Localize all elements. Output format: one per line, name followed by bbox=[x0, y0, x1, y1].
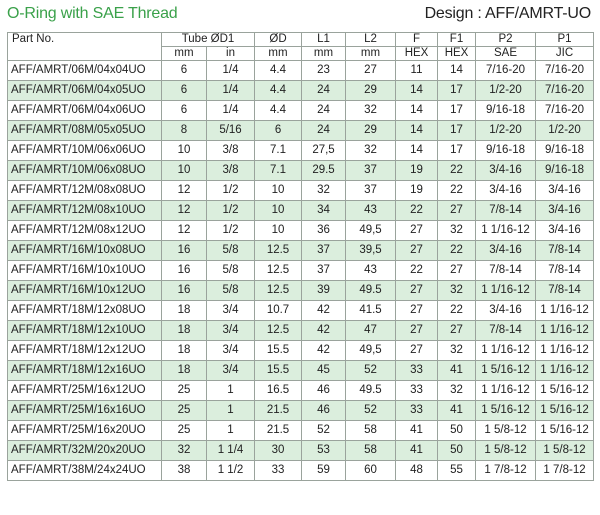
cell-l2: 27 bbox=[346, 61, 396, 81]
cell-f1-hex: 32 bbox=[438, 281, 476, 301]
cell-p2-sae: 1 5/16-12 bbox=[476, 361, 536, 381]
cell-tube-mm: 38 bbox=[162, 461, 207, 481]
cell-p1-jic: 3/4-16 bbox=[536, 201, 594, 221]
cell-od: 10.7 bbox=[255, 301, 302, 321]
cell-tube-in: 1/4 bbox=[207, 101, 255, 121]
cell-f-hex: 11 bbox=[396, 61, 438, 81]
header-p1-unit: JIC bbox=[536, 47, 594, 61]
cell-tube-mm: 18 bbox=[162, 301, 207, 321]
header-l2: L2 bbox=[346, 33, 396, 47]
cell-part-no: AFF/AMRT/16M/10x10UO bbox=[8, 261, 162, 281]
cell-l1: 32 bbox=[302, 181, 346, 201]
header-tube-mm: mm bbox=[162, 47, 207, 61]
cell-tube-in: 1/2 bbox=[207, 221, 255, 241]
cell-od: 21.5 bbox=[255, 421, 302, 441]
cell-l2: 29 bbox=[346, 121, 396, 141]
cell-p2-sae: 9/16-18 bbox=[476, 141, 536, 161]
cell-l1: 27,5 bbox=[302, 141, 346, 161]
cell-od: 10 bbox=[255, 181, 302, 201]
cell-part-no: AFF/AMRT/16M/10x08UO bbox=[8, 241, 162, 261]
cell-f-hex: 19 bbox=[396, 161, 438, 181]
cell-tube-mm: 12 bbox=[162, 201, 207, 221]
table-row bbox=[8, 441, 594, 461]
cell-f-hex: 27 bbox=[396, 321, 438, 341]
cell-tube-in: 3/4 bbox=[207, 341, 255, 361]
header-l1-unit: mm bbox=[302, 47, 346, 61]
cell-l1: 53 bbox=[302, 441, 346, 461]
cell-tube-in: 1/2 bbox=[207, 201, 255, 221]
cell-f-hex: 33 bbox=[396, 401, 438, 421]
cell-part-no: AFF/AMRT/16M/10x12UO bbox=[8, 281, 162, 301]
cell-od: 16.5 bbox=[255, 381, 302, 401]
cell-f1-hex: 41 bbox=[438, 401, 476, 421]
cell-f1-hex: 17 bbox=[438, 121, 476, 141]
cell-p1-jic: 9/16-18 bbox=[536, 161, 594, 181]
header-f1-unit: HEX bbox=[438, 47, 476, 61]
table-row bbox=[8, 461, 594, 481]
cell-tube-in: 5/16 bbox=[207, 121, 255, 141]
cell-part-no: AFF/AMRT/06M/04x05UO bbox=[8, 81, 162, 101]
cell-tube-in: 5/8 bbox=[207, 261, 255, 281]
cell-l1: 42 bbox=[302, 301, 346, 321]
cell-f1-hex: 27 bbox=[438, 321, 476, 341]
cell-l1: 37 bbox=[302, 261, 346, 281]
cell-tube-mm: 10 bbox=[162, 141, 207, 161]
spec-table bbox=[7, 32, 594, 481]
cell-l2: 58 bbox=[346, 441, 396, 461]
cell-part-no: AFF/AMRT/38M/24x24UO bbox=[8, 461, 162, 481]
header-l2-unit: mm bbox=[346, 47, 396, 61]
cell-l2: 37 bbox=[346, 161, 396, 181]
cell-l1: 39 bbox=[302, 281, 346, 301]
cell-tube-in: 1/2 bbox=[207, 181, 255, 201]
cell-l2: 43 bbox=[346, 201, 396, 221]
cell-p1-jic: 3/4-16 bbox=[536, 221, 594, 241]
cell-p2-sae: 1 5/16-12 bbox=[476, 401, 536, 421]
cell-l2: 52 bbox=[346, 361, 396, 381]
cell-p1-jic: 7/8-14 bbox=[536, 261, 594, 281]
cell-f1-hex: 17 bbox=[438, 81, 476, 101]
design-label: Design : AFF/AMRT-UO bbox=[424, 5, 591, 22]
cell-part-no: AFF/AMRT/12M/08x10UO bbox=[8, 201, 162, 221]
cell-f1-hex: 50 bbox=[438, 441, 476, 461]
header bbox=[0, 0, 600, 30]
cell-f-hex: 14 bbox=[396, 101, 438, 121]
cell-tube-mm: 8 bbox=[162, 121, 207, 141]
cell-p2-sae: 1 1/16-12 bbox=[476, 281, 536, 301]
cell-f-hex: 27 bbox=[396, 221, 438, 241]
cell-tube-mm: 16 bbox=[162, 281, 207, 301]
cell-p2-sae: 1 1/16-12 bbox=[476, 221, 536, 241]
cell-p1-jic: 9/16-18 bbox=[536, 141, 594, 161]
cell-l2: 58 bbox=[346, 421, 396, 441]
cell-f-hex: 19 bbox=[396, 181, 438, 201]
cell-tube-in: 1 1/4 bbox=[207, 441, 255, 461]
cell-l1: 37 bbox=[302, 241, 346, 261]
table-row bbox=[8, 101, 594, 121]
header-f1: F1 bbox=[438, 33, 476, 47]
cell-f-hex: 33 bbox=[396, 361, 438, 381]
cell-tube-mm: 18 bbox=[162, 321, 207, 341]
cell-p1-jic: 1/2-20 bbox=[536, 121, 594, 141]
cell-l1: 46 bbox=[302, 381, 346, 401]
cell-tube-mm: 12 bbox=[162, 221, 207, 241]
cell-tube-in: 3/8 bbox=[207, 161, 255, 181]
cell-f-hex: 14 bbox=[396, 81, 438, 101]
cell-p2-sae: 1 1/16-12 bbox=[476, 381, 536, 401]
cell-f1-hex: 27 bbox=[438, 201, 476, 221]
cell-tube-mm: 10 bbox=[162, 161, 207, 181]
cell-part-no: AFF/AMRT/10M/06x06UO bbox=[8, 141, 162, 161]
cell-l1: 29.5 bbox=[302, 161, 346, 181]
header-p2-unit: SAE bbox=[476, 47, 536, 61]
cell-tube-in: 3/4 bbox=[207, 321, 255, 341]
cell-p1-jic: 1 5/16-12 bbox=[536, 421, 594, 441]
cell-p2-sae: 3/4-16 bbox=[476, 301, 536, 321]
cell-f-hex: 27 bbox=[396, 301, 438, 321]
cell-l2: 60 bbox=[346, 461, 396, 481]
cell-od: 7.1 bbox=[255, 141, 302, 161]
cell-f-hex: 41 bbox=[396, 421, 438, 441]
cell-tube-in: 1 bbox=[207, 421, 255, 441]
cell-l2: 49.5 bbox=[346, 381, 396, 401]
cell-p2-sae: 1 5/8-12 bbox=[476, 421, 536, 441]
table-row bbox=[8, 201, 594, 221]
cell-f-hex: 33 bbox=[396, 381, 438, 401]
cell-tube-mm: 6 bbox=[162, 81, 207, 101]
cell-p2-sae: 9/16-18 bbox=[476, 101, 536, 121]
table-row bbox=[8, 361, 594, 381]
cell-tube-in: 1 bbox=[207, 401, 255, 421]
cell-tube-mm: 32 bbox=[162, 441, 207, 461]
cell-p1-jic: 1 1/16-12 bbox=[536, 321, 594, 341]
cell-tube-in: 1 1/2 bbox=[207, 461, 255, 481]
table-body bbox=[8, 61, 594, 481]
cell-l1: 23 bbox=[302, 61, 346, 81]
cell-f1-hex: 22 bbox=[438, 241, 476, 261]
cell-l1: 42 bbox=[302, 321, 346, 341]
cell-f1-hex: 41 bbox=[438, 361, 476, 381]
cell-od: 7.1 bbox=[255, 161, 302, 181]
cell-od: 12.5 bbox=[255, 321, 302, 341]
cell-l1: 52 bbox=[302, 421, 346, 441]
cell-l2: 39,5 bbox=[346, 241, 396, 261]
table-row bbox=[8, 421, 594, 441]
cell-od: 10 bbox=[255, 201, 302, 221]
cell-tube-in: 1 bbox=[207, 381, 255, 401]
cell-l1: 36 bbox=[302, 221, 346, 241]
cell-tube-mm: 6 bbox=[162, 61, 207, 81]
cell-p1-jic: 1 1/16-12 bbox=[536, 301, 594, 321]
cell-part-no: AFF/AMRT/25M/16x20UO bbox=[8, 421, 162, 441]
cell-p2-sae: 7/8-14 bbox=[476, 261, 536, 281]
cell-p2-sae: 1 5/8-12 bbox=[476, 441, 536, 461]
cell-part-no: AFF/AMRT/10M/06x08UO bbox=[8, 161, 162, 181]
cell-od: 30 bbox=[255, 441, 302, 461]
table-row bbox=[8, 181, 594, 201]
cell-l2: 52 bbox=[346, 401, 396, 421]
cell-tube-mm: 18 bbox=[162, 361, 207, 381]
cell-part-no: AFF/AMRT/12M/08x12UO bbox=[8, 221, 162, 241]
cell-part-no: AFF/AMRT/18M/12x08UO bbox=[8, 301, 162, 321]
cell-part-no: AFF/AMRT/18M/12x10UO bbox=[8, 321, 162, 341]
cell-p2-sae: 1/2-20 bbox=[476, 121, 536, 141]
cell-f1-hex: 32 bbox=[438, 381, 476, 401]
cell-part-no: AFF/AMRT/12M/08x08UO bbox=[8, 181, 162, 201]
header-tube: Tube ØD1 bbox=[162, 33, 255, 47]
cell-tube-mm: 6 bbox=[162, 101, 207, 121]
cell-p1-jic: 7/8-14 bbox=[536, 281, 594, 301]
cell-part-no: AFF/AMRT/06M/04x04UO bbox=[8, 61, 162, 81]
cell-f-hex: 48 bbox=[396, 461, 438, 481]
cell-l2: 32 bbox=[346, 141, 396, 161]
cell-l2: 37 bbox=[346, 181, 396, 201]
cell-part-no: AFF/AMRT/25M/16x12UO bbox=[8, 381, 162, 401]
header-od-unit: mm bbox=[255, 47, 302, 61]
cell-p1-jic: 7/16-20 bbox=[536, 81, 594, 101]
page-title: O-Ring with SAE Thread bbox=[7, 5, 178, 22]
header-p2: P2 bbox=[476, 33, 536, 47]
cell-p2-sae: 3/4-16 bbox=[476, 181, 536, 201]
cell-l2: 32 bbox=[346, 101, 396, 121]
cell-od: 15.5 bbox=[255, 341, 302, 361]
cell-f-hex: 27 bbox=[396, 281, 438, 301]
cell-p2-sae: 1 1/16-12 bbox=[476, 341, 536, 361]
table-row bbox=[8, 281, 594, 301]
table-row bbox=[8, 381, 594, 401]
cell-part-no: AFF/AMRT/18M/12x12UO bbox=[8, 341, 162, 361]
cell-l2: 49,5 bbox=[346, 221, 396, 241]
table-row bbox=[8, 141, 594, 161]
cell-f-hex: 27 bbox=[396, 341, 438, 361]
header-part-no: Part No. bbox=[8, 33, 162, 61]
cell-tube-in: 3/4 bbox=[207, 301, 255, 321]
cell-p1-jic: 7/8-14 bbox=[536, 241, 594, 261]
cell-part-no: AFF/AMRT/06M/04x06UO bbox=[8, 101, 162, 121]
cell-od: 4.4 bbox=[255, 61, 302, 81]
header-f: F bbox=[396, 33, 438, 47]
cell-l2: 29 bbox=[346, 81, 396, 101]
cell-p1-jic: 1 5/16-12 bbox=[536, 401, 594, 421]
cell-f1-hex: 27 bbox=[438, 261, 476, 281]
cell-od: 33 bbox=[255, 461, 302, 481]
cell-l1: 24 bbox=[302, 101, 346, 121]
cell-part-no: AFF/AMRT/18M/12x16UO bbox=[8, 361, 162, 381]
table-row bbox=[8, 261, 594, 281]
cell-tube-mm: 18 bbox=[162, 341, 207, 361]
cell-f-hex: 22 bbox=[396, 201, 438, 221]
cell-f-hex: 14 bbox=[396, 121, 438, 141]
cell-p1-jic: 7/16-20 bbox=[536, 61, 594, 81]
cell-p1-jic: 3/4-16 bbox=[536, 181, 594, 201]
cell-f-hex: 22 bbox=[396, 261, 438, 281]
cell-f1-hex: 55 bbox=[438, 461, 476, 481]
table-row bbox=[8, 301, 594, 321]
table-row bbox=[8, 401, 594, 421]
cell-l2: 47 bbox=[346, 321, 396, 341]
cell-l1: 24 bbox=[302, 81, 346, 101]
header-tube-in: in bbox=[207, 47, 255, 61]
cell-f1-hex: 14 bbox=[438, 61, 476, 81]
cell-tube-in: 1/4 bbox=[207, 61, 255, 81]
cell-l1: 42 bbox=[302, 341, 346, 361]
table-row bbox=[8, 81, 594, 101]
cell-od: 12.5 bbox=[255, 241, 302, 261]
cell-od: 15.5 bbox=[255, 361, 302, 381]
cell-p2-sae: 3/4-16 bbox=[476, 161, 536, 181]
cell-f-hex: 41 bbox=[396, 441, 438, 461]
header-p1: P1 bbox=[536, 33, 594, 47]
cell-part-no: AFF/AMRT/08M/05x05UO bbox=[8, 121, 162, 141]
cell-p2-sae: 7/8-14 bbox=[476, 201, 536, 221]
cell-p1-jic: 1 5/16-12 bbox=[536, 381, 594, 401]
cell-od: 12.5 bbox=[255, 281, 302, 301]
cell-tube-in: 1/4 bbox=[207, 81, 255, 101]
table-row bbox=[8, 241, 594, 261]
cell-f1-hex: 22 bbox=[438, 301, 476, 321]
cell-tube-mm: 12 bbox=[162, 181, 207, 201]
cell-p2-sae: 7/16-20 bbox=[476, 61, 536, 81]
cell-p2-sae: 3/4-16 bbox=[476, 241, 536, 261]
cell-tube-mm: 25 bbox=[162, 421, 207, 441]
cell-od: 21.5 bbox=[255, 401, 302, 421]
cell-l2: 49.5 bbox=[346, 281, 396, 301]
table-row bbox=[8, 321, 594, 341]
cell-od: 6 bbox=[255, 121, 302, 141]
cell-f1-hex: 32 bbox=[438, 341, 476, 361]
header-od: ØD bbox=[255, 33, 302, 47]
cell-od: 4.4 bbox=[255, 81, 302, 101]
cell-od: 12.5 bbox=[255, 261, 302, 281]
cell-part-no: AFF/AMRT/32M/20x20UO bbox=[8, 441, 162, 461]
header-f-unit: HEX bbox=[396, 47, 438, 61]
cell-tube-mm: 25 bbox=[162, 401, 207, 421]
table-row bbox=[8, 61, 594, 81]
cell-tube-in: 5/8 bbox=[207, 241, 255, 261]
cell-l2: 41.5 bbox=[346, 301, 396, 321]
cell-od: 4.4 bbox=[255, 101, 302, 121]
cell-f1-hex: 17 bbox=[438, 101, 476, 121]
cell-tube-in: 3/8 bbox=[207, 141, 255, 161]
cell-tube-in: 5/8 bbox=[207, 281, 255, 301]
cell-tube-mm: 16 bbox=[162, 241, 207, 261]
header-l1: L1 bbox=[302, 33, 346, 47]
cell-f1-hex: 22 bbox=[438, 181, 476, 201]
cell-f1-hex: 22 bbox=[438, 161, 476, 181]
cell-p1-jic: 1 5/8-12 bbox=[536, 441, 594, 461]
table-header bbox=[8, 33, 594, 61]
cell-f1-hex: 17 bbox=[438, 141, 476, 161]
cell-f-hex: 27 bbox=[396, 241, 438, 261]
cell-l2: 49,5 bbox=[346, 341, 396, 361]
cell-p1-jic: 7/16-20 bbox=[536, 101, 594, 121]
cell-l1: 24 bbox=[302, 121, 346, 141]
cell-od: 10 bbox=[255, 221, 302, 241]
cell-f1-hex: 50 bbox=[438, 421, 476, 441]
cell-l1: 45 bbox=[302, 361, 346, 381]
cell-p2-sae: 1 7/8-12 bbox=[476, 461, 536, 481]
cell-p2-sae: 1/2-20 bbox=[476, 81, 536, 101]
cell-p2-sae: 7/8-14 bbox=[476, 321, 536, 341]
table-row bbox=[8, 221, 594, 241]
cell-p1-jic: 1 1/16-12 bbox=[536, 361, 594, 381]
cell-p1-jic: 1 1/16-12 bbox=[536, 341, 594, 361]
cell-l2: 43 bbox=[346, 261, 396, 281]
cell-tube-mm: 16 bbox=[162, 261, 207, 281]
cell-l1: 34 bbox=[302, 201, 346, 221]
table-row bbox=[8, 121, 594, 141]
cell-f1-hex: 32 bbox=[438, 221, 476, 241]
cell-tube-mm: 25 bbox=[162, 381, 207, 401]
cell-part-no: AFF/AMRT/25M/16x16UO bbox=[8, 401, 162, 421]
cell-l1: 46 bbox=[302, 401, 346, 421]
cell-tube-in: 3/4 bbox=[207, 361, 255, 381]
cell-l1: 59 bbox=[302, 461, 346, 481]
table-row bbox=[8, 341, 594, 361]
cell-p1-jic: 1 7/8-12 bbox=[536, 461, 594, 481]
cell-f-hex: 14 bbox=[396, 141, 438, 161]
table-row bbox=[8, 161, 594, 181]
